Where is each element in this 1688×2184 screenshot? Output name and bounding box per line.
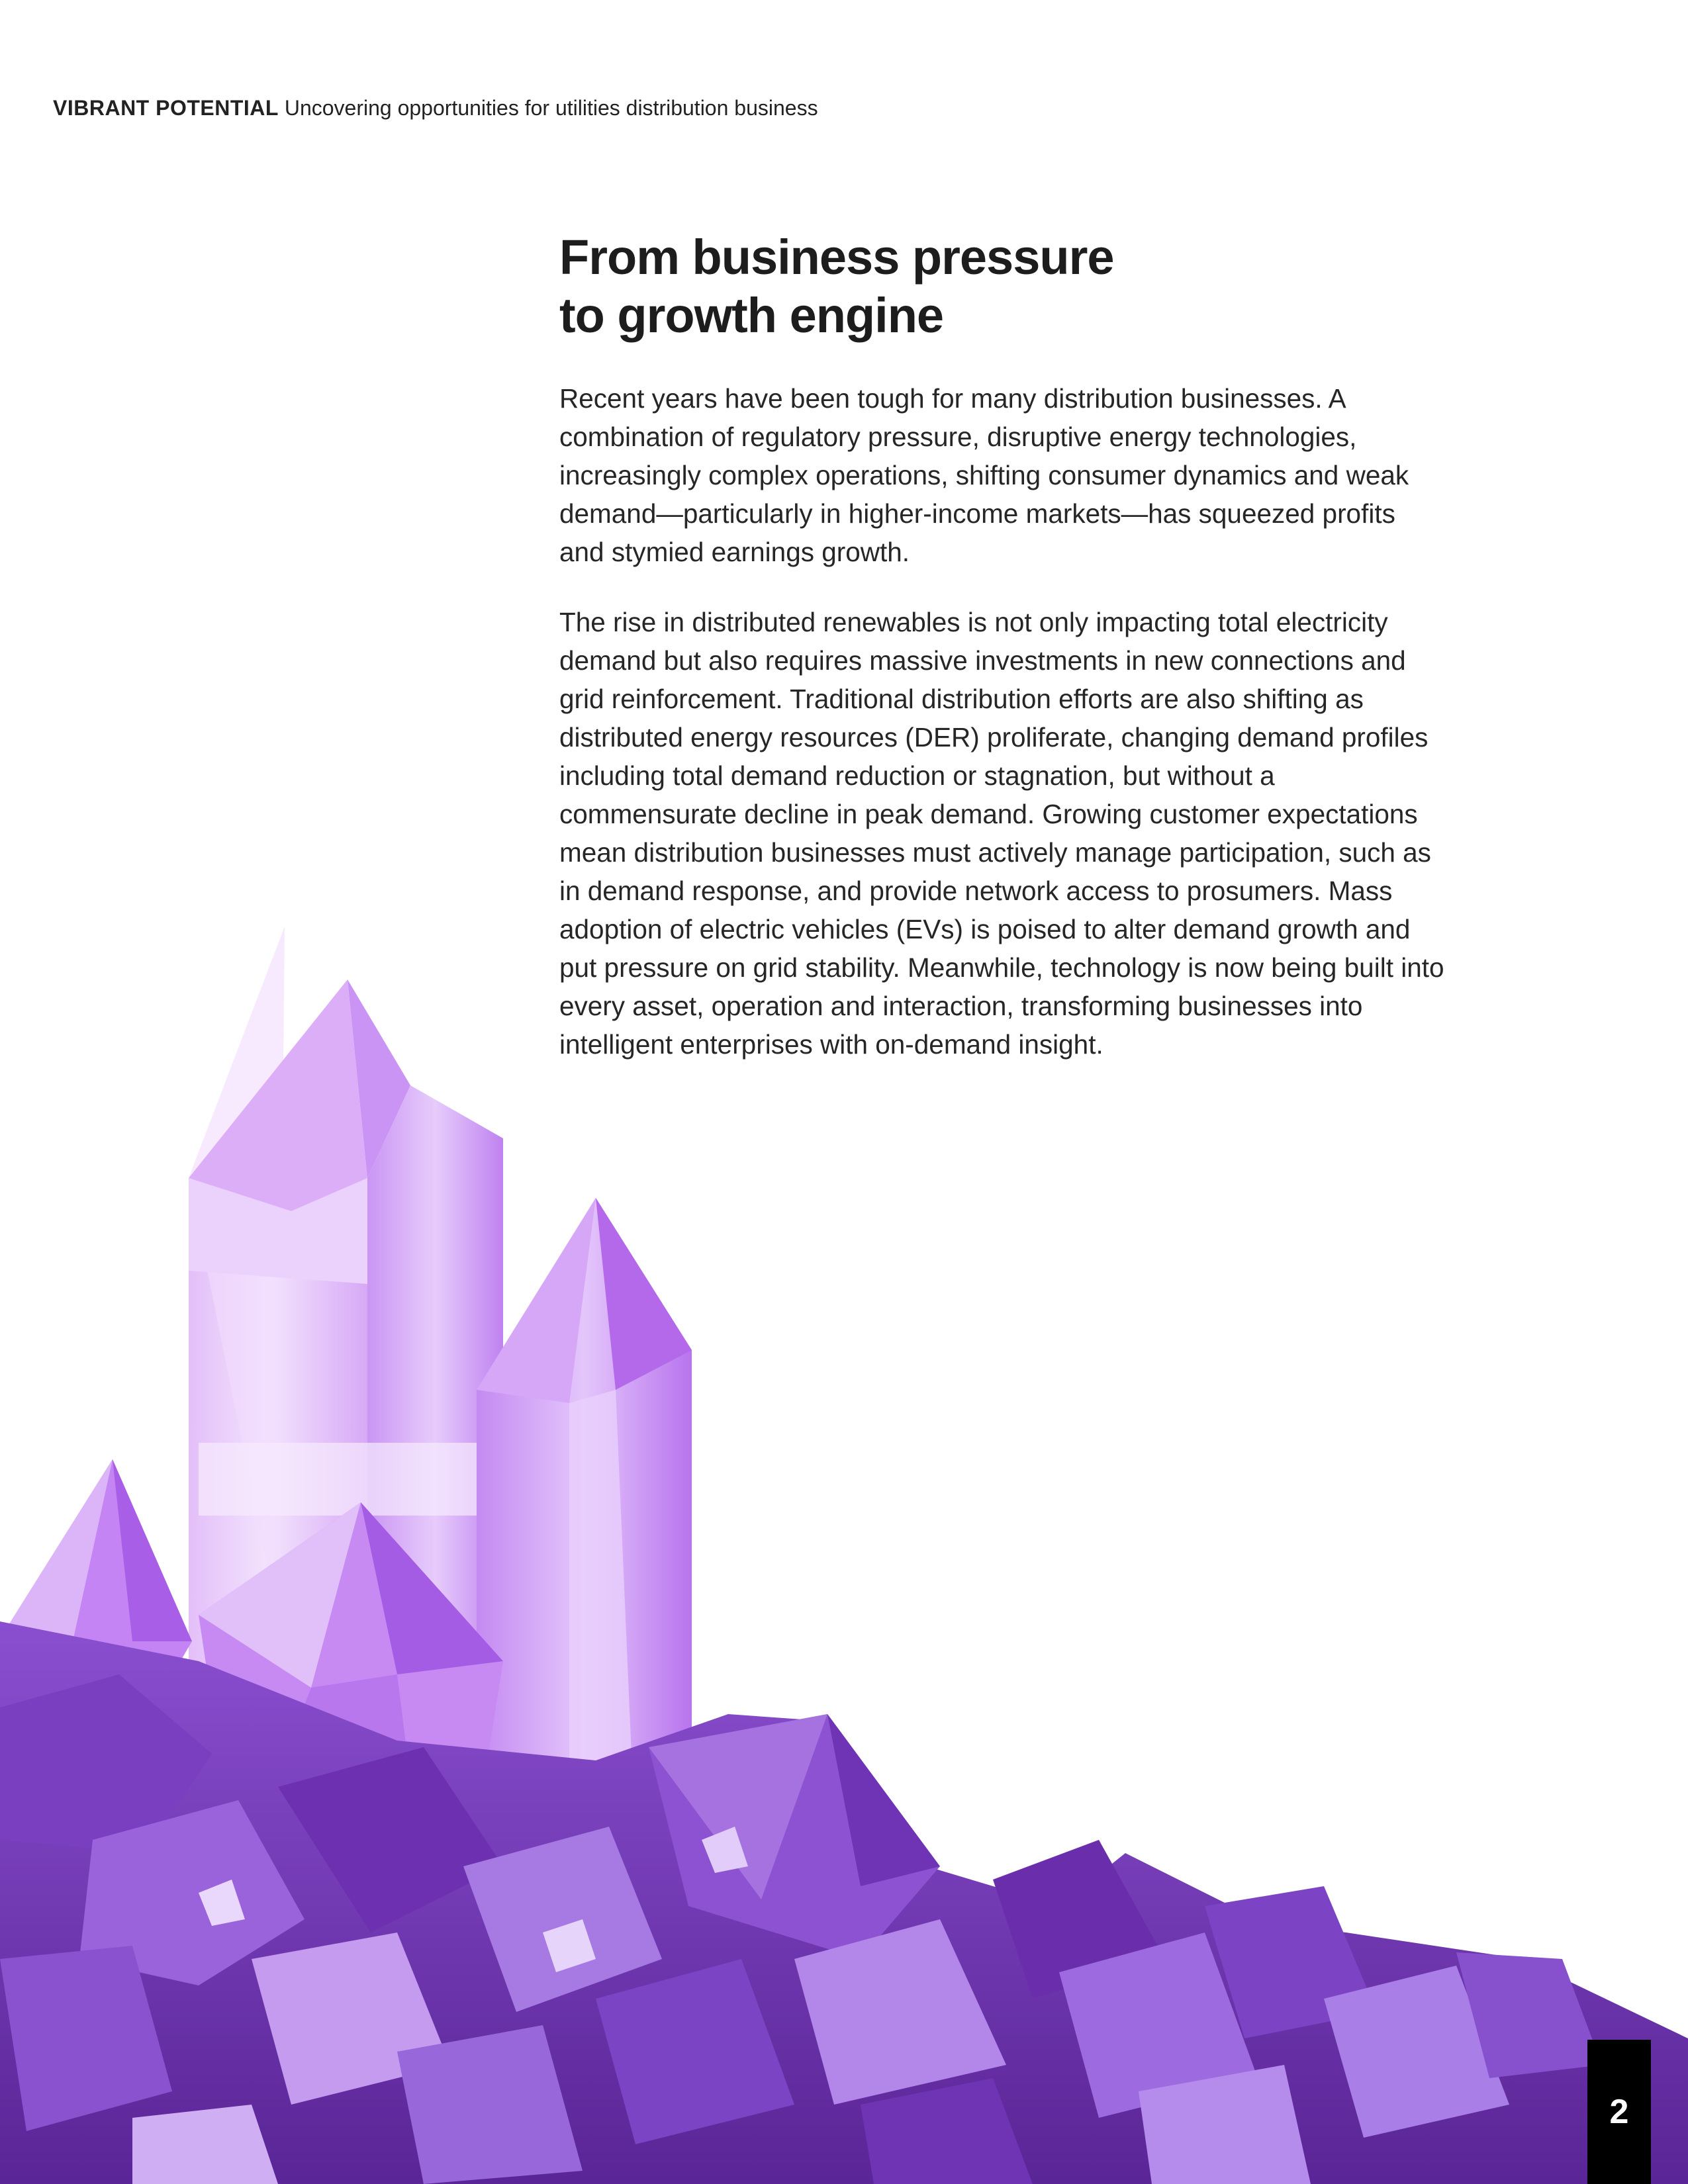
header-brand: VIBRANT POTENTIAL — [53, 96, 279, 120]
running-header — [53, 96, 818, 120]
title-line-2: to growth engine — [559, 288, 944, 343]
paragraph-2: The rise in distributed renewables is not only impacting total electricity demand but also requires massive investments in new connections and grid reinforcement. Traditional distribution efforts are also shifting as distributed energy resources (DER) proliferate, changing demand profiles including total demand reduction or stagnation, but without a commensurate decline in peak demand. Growing customer expectations mean distribution businesses must actively manage participation, such as in demand response, and provide network access to prosumers. Mass adoption of electric vehicles (EVs) is poised to alter demand growth and put pressure on grid stability. Meanwhile, technology is now being built into every asset, operation and interaction, transforming businesses into intelligent enterprises with on-demand insight. — [559, 607, 1444, 1060]
crystal-pile — [0, 1621, 1688, 2184]
title-line-1: From business pressure — [559, 230, 1114, 285]
page-number: 2 — [1587, 2040, 1651, 2184]
amethyst-crystals-illustration — [0, 927, 1688, 2184]
paragraph-1: Recent years have been tough for many distribution businesses. A combination of regulatory pressure, disruptive energy technologies, increasingly complex operations, shifting consumer dynamics and weak demand—particularly in higher-income markets—has squeezed profits and stymied earnings growth. — [559, 383, 1409, 567]
article-title — [559, 228, 1446, 345]
header-subtitle: Uncovering opportunities for utilities distribution business — [284, 96, 818, 120]
